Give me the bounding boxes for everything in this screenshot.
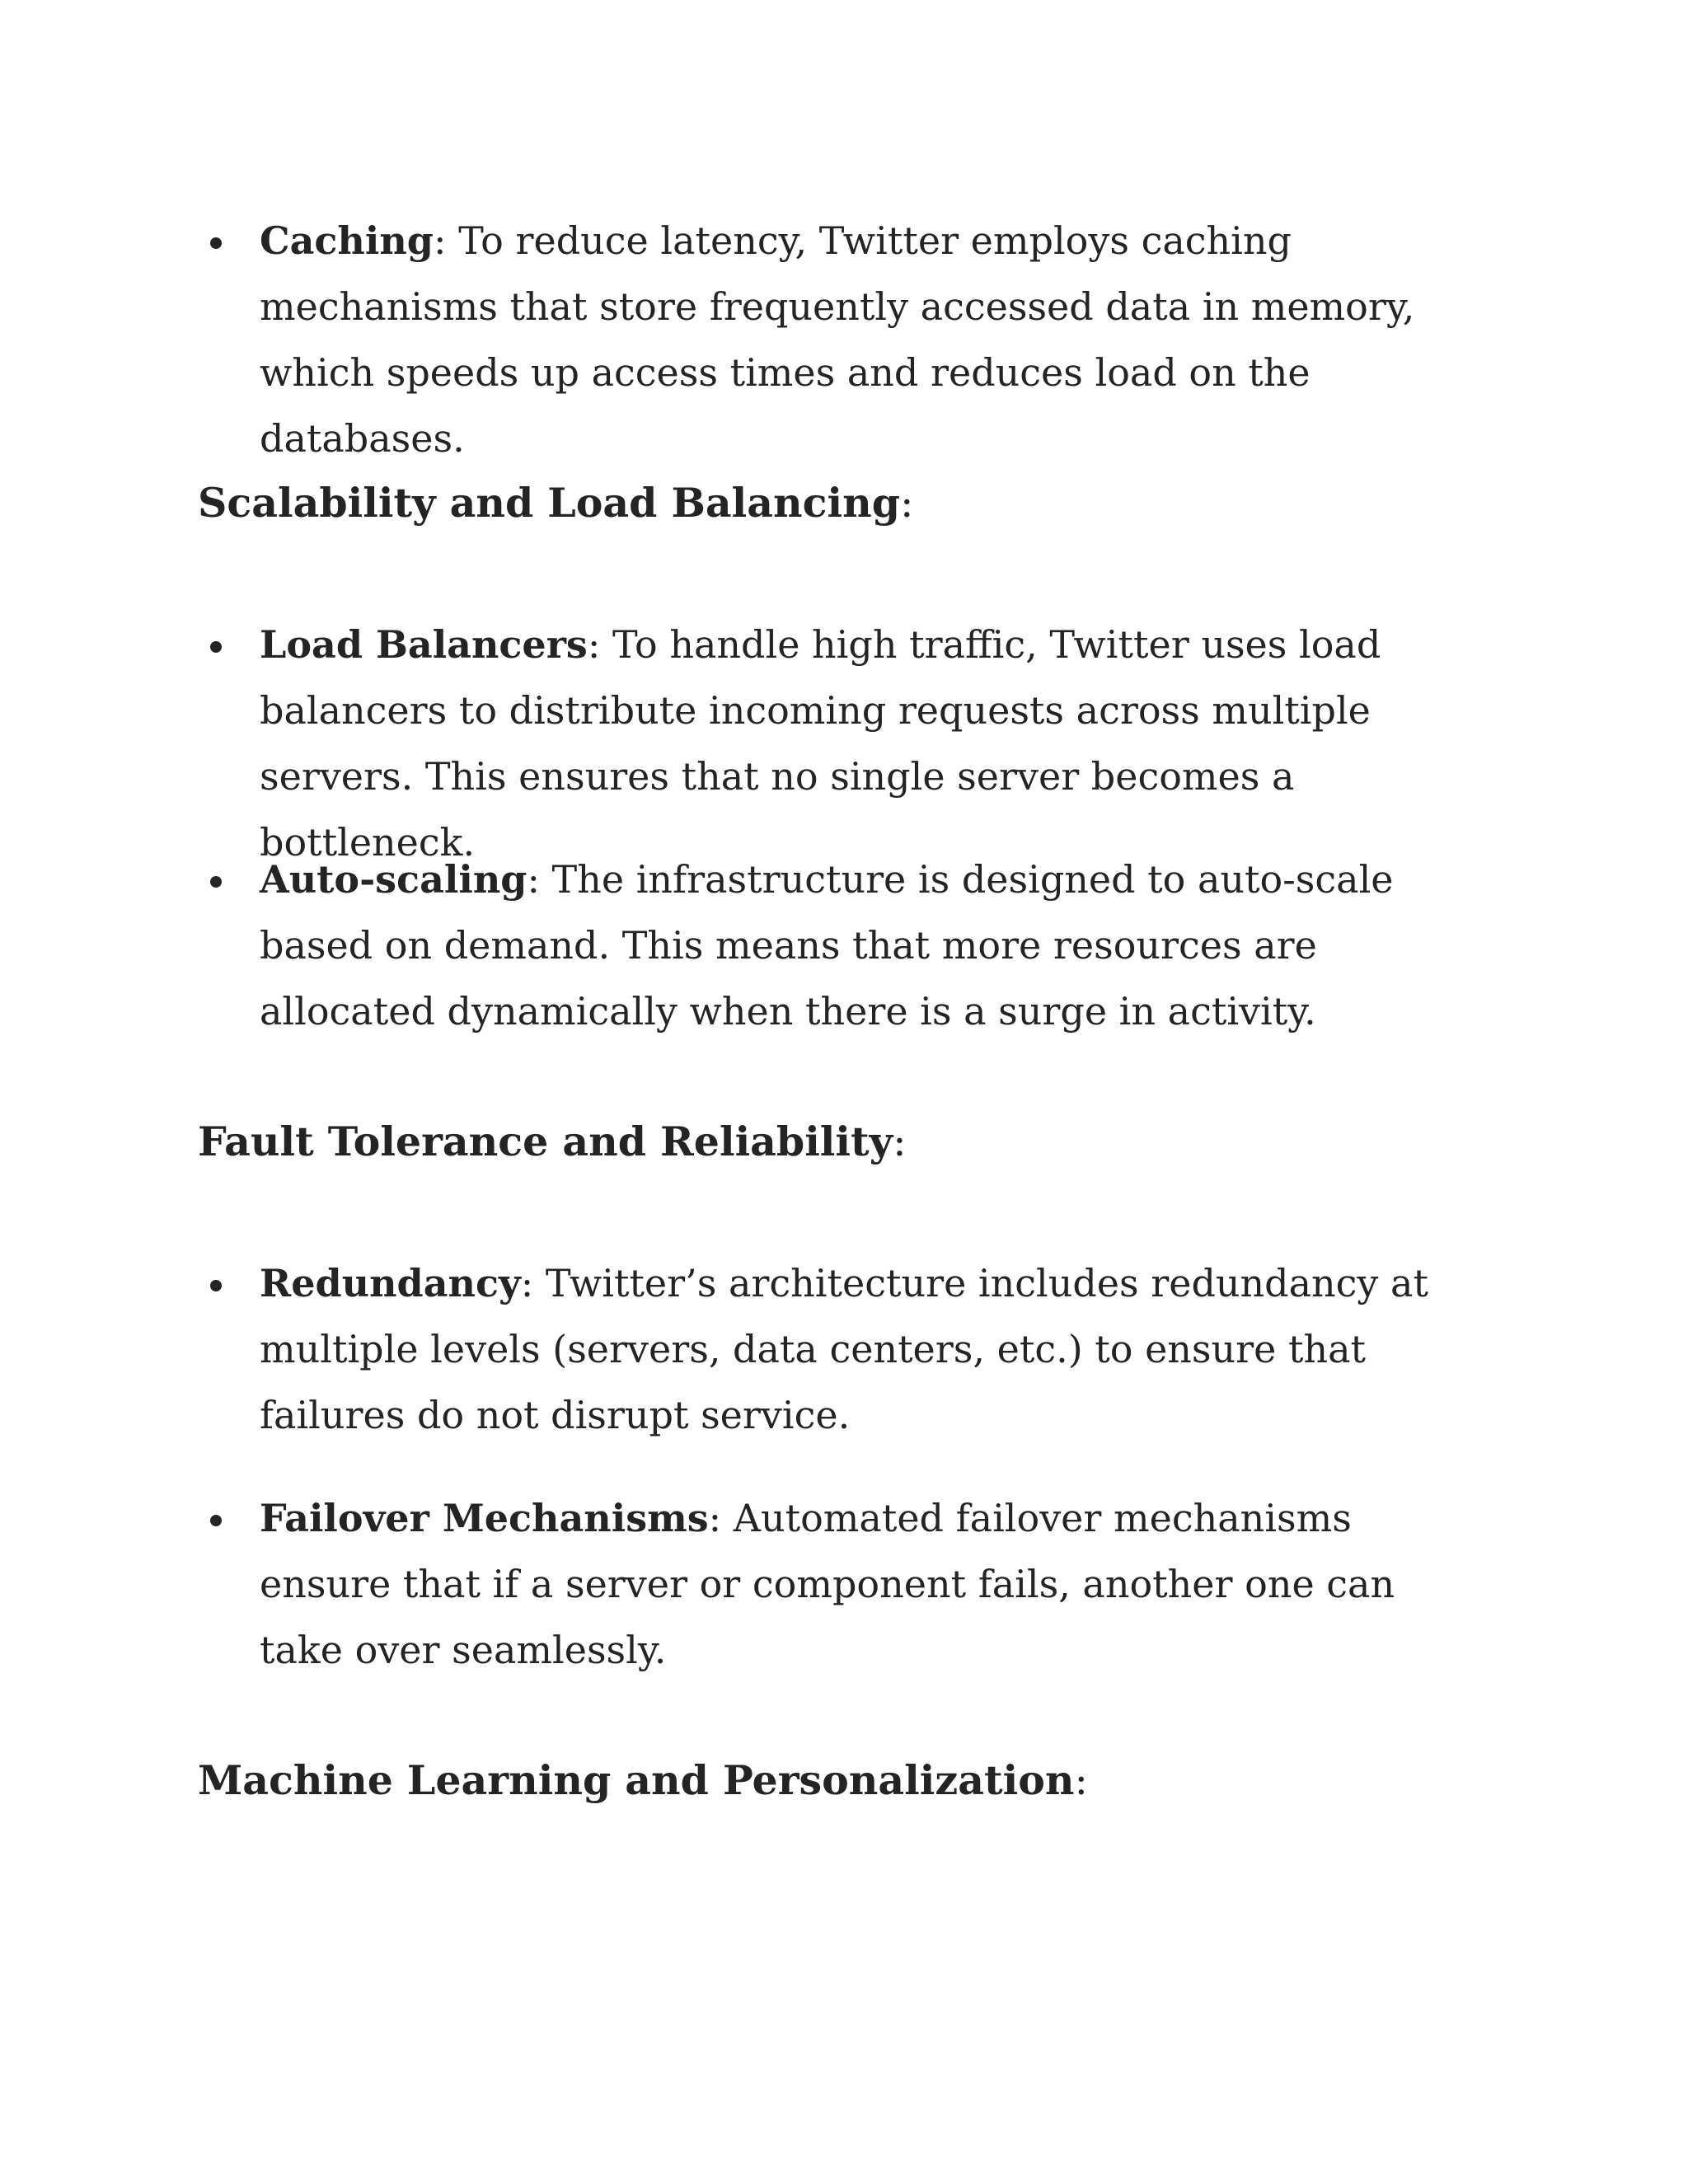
term-redundancy: Redundancy bbox=[260, 1261, 521, 1305]
list-item-auto-scaling bbox=[260, 846, 1479, 1044]
item-text-load-balancers: To handle high traffic, Twitter uses load balancers to distribute incoming requests across multiple servers. This ensures that no single server becomes a bottleneck. bbox=[260, 622, 1381, 865]
list-item-caching bbox=[260, 208, 1479, 471]
term-load-balancers: Load Balancers bbox=[260, 622, 588, 667]
item-text-auto-scaling: The infrastructure is designed to auto-scale based on demand. This means that more resources are allocated dynamically when there is a surge in activity. bbox=[260, 857, 1394, 1033]
heading-title: Machine Learning and Personalization bbox=[198, 1756, 1075, 1804]
list-item-load-balancers bbox=[260, 612, 1479, 875]
item-text-failover: Automated failover mechanisms ensure that if a server or component fails, another one can take over seamlessly. bbox=[260, 1496, 1395, 1672]
bullet-dot bbox=[210, 237, 222, 249]
heading-title: Scalability and Load Balancing bbox=[198, 479, 900, 527]
heading-title: Fault Tolerance and Reliability bbox=[198, 1118, 893, 1165]
heading-separator: : bbox=[900, 480, 914, 527]
heading-separator: : bbox=[893, 1118, 907, 1165]
term-separator: : bbox=[520, 1261, 534, 1305]
term-separator: : bbox=[433, 218, 447, 263]
term-caching: Caching bbox=[260, 218, 434, 263]
list-item-redundancy bbox=[260, 1250, 1479, 1448]
section-heading-scalability bbox=[198, 470, 1517, 537]
section-heading-machine-learning bbox=[198, 1747, 1517, 1814]
section-heading-fault-tolerance bbox=[198, 1108, 1517, 1175]
heading-separator: : bbox=[1074, 1757, 1089, 1804]
term-auto-scaling: Auto-scaling bbox=[260, 857, 528, 902]
bullet-dot bbox=[210, 1280, 222, 1291]
bullet-dot bbox=[210, 641, 222, 653]
bullet-dot bbox=[210, 876, 222, 888]
term-failover: Failover Mechanisms bbox=[260, 1496, 709, 1540]
term-separator: : bbox=[587, 622, 601, 667]
item-text-caching: To reduce latency, Twitter employs caching mechanisms that store frequently accessed data in memory, which speeds up access times and reduces load on the databases. bbox=[260, 218, 1415, 461]
term-separator: : bbox=[708, 1496, 722, 1540]
item-text-redundancy: Twitter’s architecture includes redundancy at multiple levels (servers, data centers, etc.) to ensure that failures do not disrupt service. bbox=[260, 1261, 1428, 1437]
bullet-dot bbox=[210, 1515, 222, 1526]
term-separator: : bbox=[527, 857, 540, 902]
list-item-failover bbox=[260, 1485, 1479, 1683]
